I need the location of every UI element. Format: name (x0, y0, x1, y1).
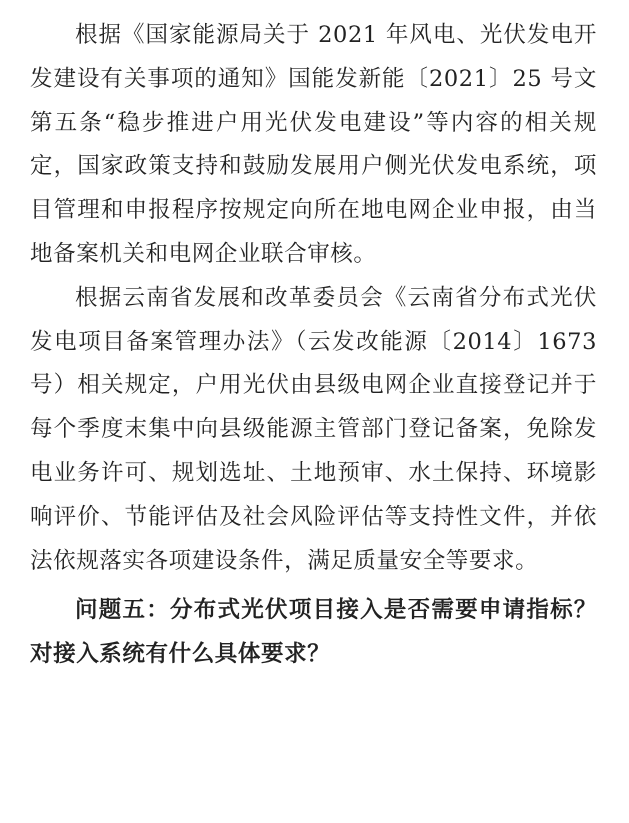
body-paragraph-yunnan-registration: 根据云南省发展和改革委员会《云南省分布式光伏发电项目备案管理办法》（云发改能源〔2014〕1673 号）相关规定，户用光伏由县级电网企业直接登记并于每个季度末集中向县级能源主管部门登记备案，免除发电业务许可、规划选址、土地预审、水土保持、环境影响评价、节能评估及社会风险评估等支持性文件，并依法依规落实各项建设条件，满足质量安全等要求。 (30, 284, 597, 574)
question-five-heading: 问题五：分布式光伏项目接入是否需要申请指标？对接入系统有什么具体要求？ (30, 597, 597, 668)
body-paragraph-policy-notice: 根据《国家能源局关于 2021 年风电、光伏发电开发建设有关事项的通知》国能发新能〔2021〕25 号文第五条“稳步推进户用光伏发电建设”等内容的相关规定，国家政策支持和鼓励发展用户侧光伏发电系统，项目管理和申报程序按规定向所在地电网企业申报，由当地备案机关和电网企业联合审核。 (30, 22, 597, 267)
